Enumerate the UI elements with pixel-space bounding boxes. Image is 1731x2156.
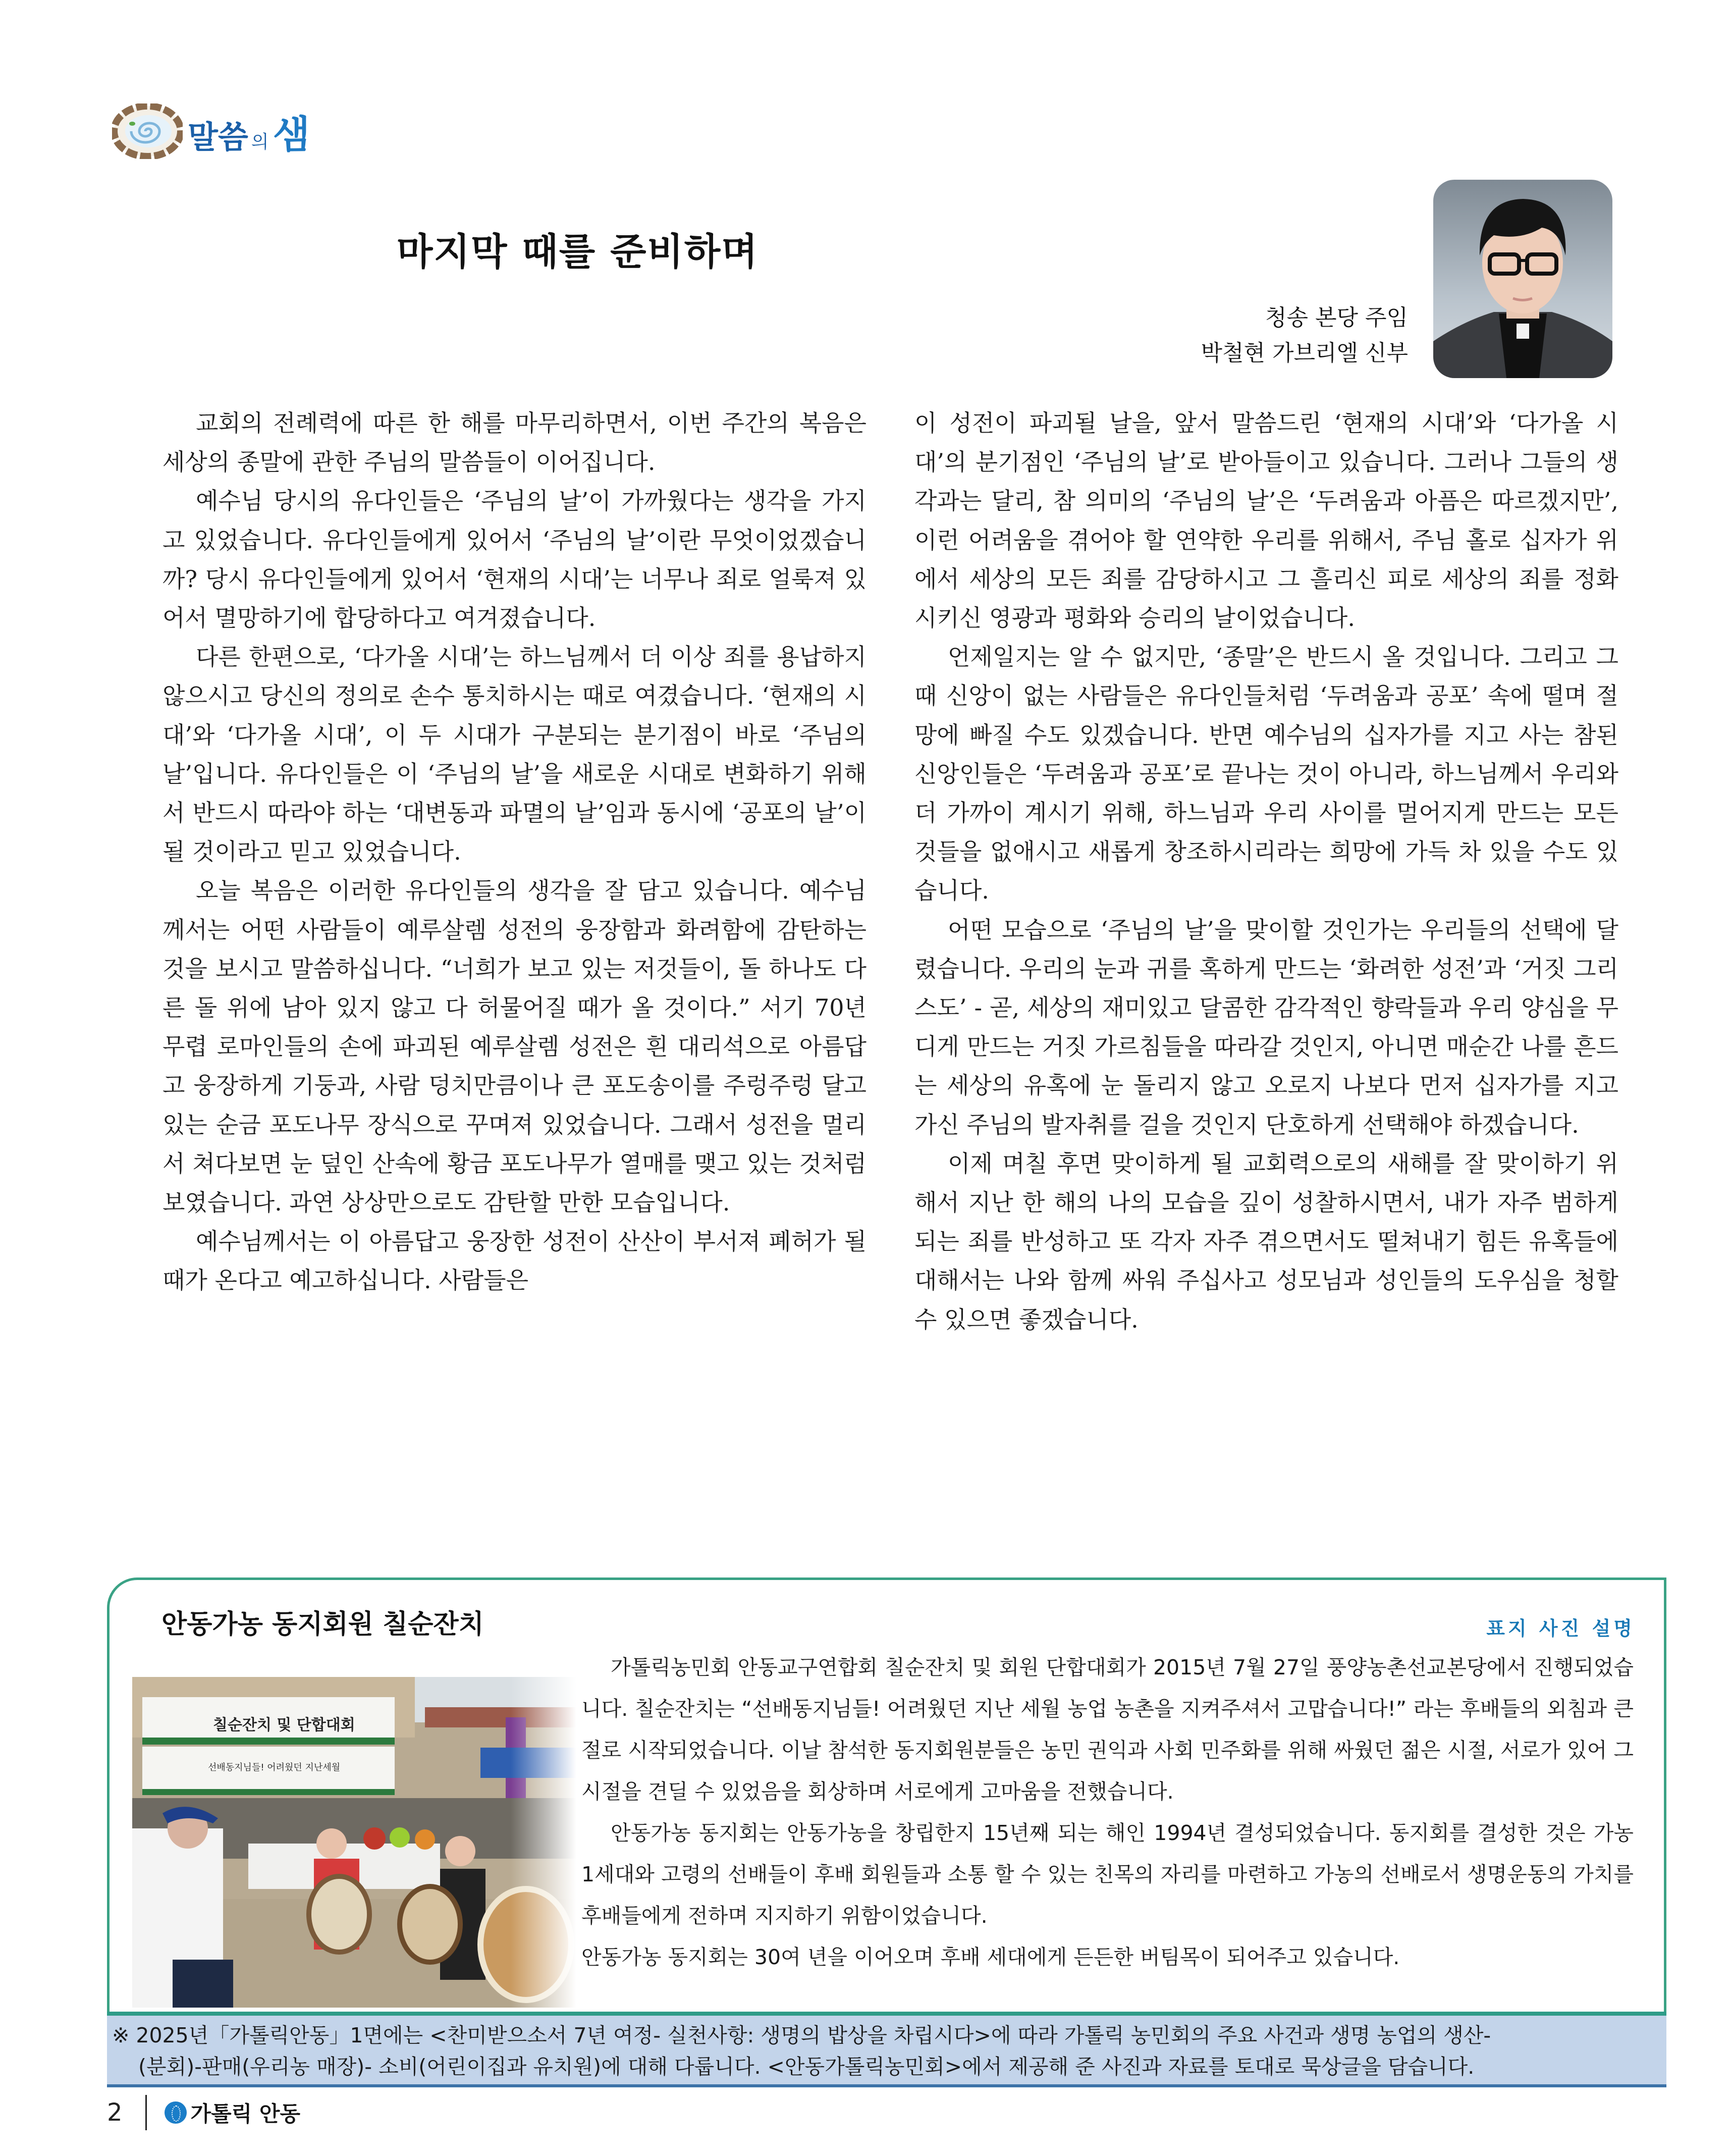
logo-word-1: 말씀 xyxy=(188,118,248,155)
cover-box-title: 안동가농 동지회원 칠순잔치 xyxy=(161,1609,484,1640)
article-paragraph: 오늘 복음은 이러한 유다인들의 생각을 잘 담고 있습니다. 예수님께서는 어떤 사람들이 예루살렘 성전의 웅장함과 화려함에 감탄하는 것을 보시고 말씀하십니다. “너희가 보고 있는 저것들이, 돌 하나도 다른 돌 위에 남아 있지 않고 다 허물어질 때가 올 것이다.” 서기 70년 무렵 로마인들의 손에 파괴된 예루살렘 성전은 흰 대리석으로 아름답고 웅장하게 기둥과, 사람 덩치만큼이나 큰 포도송이를 주렁주렁 달고 있는 순금 포도나무 장식으로 꾸며져 있었습니다. 그래서 성전을 멀리서 쳐다보면 눈 덮인 산속에 황금 포도나무가 열매를 맺고 있는 것처럼 보였습니다. 과연 상상만으로도 감탄할 만한 모습입니다. xyxy=(163,877,867,1217)
photo-banner-text: 칠순잔치 및 단합대회 xyxy=(213,1716,355,1734)
publication-logo-icon xyxy=(165,2101,187,2124)
article-column-left xyxy=(163,404,867,1300)
author-portrait xyxy=(1433,180,1612,378)
author-byline xyxy=(1201,300,1408,371)
editor-note-line-1: ※ 2025년「가톨릭안동」1면에는 <찬미받으소서 7년 여정- 실천사항: 생명의 밥상을 차립시다>에 따라 가톨릭 농민회의 주요 사건과 생명 농업의 생산- xyxy=(112,2023,1491,2047)
article-paragraph: 다른 한편으로, ‘다가올 시대’는 하느님께서 더 이상 죄를 용납하지 않으시고 당신의 정의로 손수 통치하시는 때로 여겼습니다. ‘현재의 시대’와 ‘다가올 시대’, 이 두 시대가 구분되는 분기점이 바로 ‘주님의 날’입니다. 유다인들은 이 ‘주님의 날’을 새로운 시대로 변화하기 위해서 반드시 따라야 하는 ‘대변동과 파멸의 날’임과 동시에 ‘공포의 날’이 될 것이라고 믿고 있었습니다. xyxy=(163,643,867,866)
spring-well-icon xyxy=(112,103,183,159)
editor-note xyxy=(107,2012,1666,2087)
article-paragraph: 이제 며칠 후면 맞이하게 될 교회력으로의 새해를 잘 맞이하기 위해서 지난 한 해의 나의 모습을 깊이 성찰하시면서, 내가 자주 범하게 되는 죄를 반성하고 또 각자 자주 겪으면서도 떨쳐내기 힘든 유혹들에 대해서는 나와 함께 싸워 주십사고 성모님과 성인들의 도우심을 청할 수 있으면 좋겠습니다. xyxy=(914,1149,1618,1333)
article-paragraph: 교회의 전례력에 따른 한 해를 마무리하면서, 이번 주간의 복음은 세상의 종말에 관한 주님의 말씀들이 이어집니다. xyxy=(163,409,867,476)
cover-box-text xyxy=(581,1647,1634,1978)
article-paragraph: 이 성전이 파괴될 날을, 앞서 말씀드린 ‘현재의 시대’와 ‘다가올 시대’의 분기점인 ‘주님의 날’로 받아들이고 있습니다. 그러나 그들의 생각과는 달리, 참 의미의 ‘주님의 날’은 ‘두려움과 아픔은 따르겠지만’, 이런 어려움을 겪어야 할 연약한 우리를 위해서, 주님 홀로 십자가 위에서 세상의 모든 죄를 감당하시고 그 흘리신 피로 세상의 죄를 정화 시키신 영광과 평화와 승리의 날이었습니다. xyxy=(914,409,1618,632)
footer-divider xyxy=(145,2095,147,2130)
logo-word-3: 샘 xyxy=(273,112,310,157)
article-paragraph: 언제일지는 알 수 없지만, ‘종말’은 반드시 올 것입니다. 그리고 그때 신앙이 없는 사람들은 유다인들처럼 ‘두려움과 공포’ 속에 떨며 절망에 빠질 수도 있겠습니다. 반면 예수님의 십자가를 지고 사는 참된 신앙인들은 ‘두려움과 공포’로 끝나는 것이 아니라, 하느님께서 우리와 더 가까이 계시기 위해, 하느님과 우리 사이를 멀어지게 만드는 모든 것들을 없애시고 새롭게 창조하시리라는 희망에 가득 차 있을 수도 있습니다. xyxy=(914,643,1618,905)
photo-banner-text-2: 선배동지님들! 어려웠던 지난세월 xyxy=(208,1762,341,1773)
article-paragraph: 예수님께서는 이 아름답고 웅장한 성전이 산산이 부서져 폐허가 될 때가 온다고 예고하십니다. 사람들은 xyxy=(163,1228,867,1294)
article-title: 마지막 때를 준비하며 xyxy=(397,230,759,274)
cover-photo xyxy=(132,1677,576,2008)
cover-paragraph: 가톨릭농민회 안동교구연합회 칠순잔치 및 회원 단합대회가 2015년 7월 27일 풍양농촌선교본당에서 진행되었습니다. 칠순잔치는 “선배동지님들! 어려웠던 지난 세월 농업 농촌을 지켜주셔서 고맙습니다!” 라는 후배들의 외침과 큰절로 시작되었습니다. 이날 참석한 동지회원분들은 농민 권익과 사회 민주화를 위해 싸웠던 젊은 시절, 서로가 있어 그 시절을 견딜 수 있었음을 회상하며 서로에게 고마움을 전했습니다. xyxy=(581,1655,1634,1804)
author-name: 박철현 가브리엘 신부 xyxy=(1201,340,1408,366)
publication-name: 가톨릭 안동 xyxy=(190,2101,301,2126)
photo-fade xyxy=(511,1677,576,2008)
article-paragraph: 어떤 모습으로 ‘주님의 날’을 맞이할 것인가는 우리들의 선택에 달렸습니다. 우리의 눈과 귀를 혹하게 만드는 ‘화려한 성전’과 ‘거짓 그리스도’ - 곧, 세상의 재미있고 달콤한 감각적인 향락들과 우리 양심을 무디게 만드는 거짓 가르침들을 따라갈 것인지, 아니면 매순간 나를 흔드는 세상의 유혹에 눈 돌리지 않고 오로지 나보다 먼저 십자가를 지고 가신 주님의 발자취를 걸을 것인지 단호하게 선택해야 하겠습니다. xyxy=(914,916,1618,1138)
section-logo xyxy=(112,103,310,159)
editor-note-line-2: (분회)-판매(우리농 매장)- 소비(어린이집과 유치원)에 대해 다룹니다. <안동가톨릭농민회>에서 제공해 준 사진과 자료를 토대로 묵상글을 담습니다. xyxy=(138,2055,1475,2079)
cover-paragraph: 안동가농 동지회는 안동가농을 창립한지 15년째 되는 해인 1994년 결성되었습니다. 동지회를 결성한 것은 가농 1세대와 고령의 선배들이 후배 회원들과 소통 할 수 있는 친목의 자리를 마련하고 가농의 선배로서 생명운동의 가치를 후배들에게 전하며 지지하기 위함이었습니다. xyxy=(581,1821,1634,1928)
author-role: 청송 본당 주임 xyxy=(1265,305,1408,331)
page-footer xyxy=(107,2095,300,2130)
cover-box-label: 표지 사진 설명 xyxy=(1486,1617,1635,1640)
logo-word-2: 의 xyxy=(251,131,269,152)
cover-paragraph: 안동가농 동지회는 30여 년을 이어오며 후배 세대에게 든든한 버팀목이 되어주고 있습니다. xyxy=(581,1945,1400,1969)
article-paragraph: 예수님 당시의 유다인들은 ‘주님의 날’이 가까웠다는 생각을 가지고 있었습니다. 유다인들에게 있어서 ‘주님의 날’이란 무엇이었겠습니까? 당시 유다인들에게 있어서 ‘현재의 시대’는 너무나 죄로 얼룩져 있어서 멸망하기에 합당하다고 여겨졌습니다. xyxy=(163,487,867,632)
section-logo-text xyxy=(188,104,310,159)
article-column-right xyxy=(914,404,1618,1339)
page-number: 2 xyxy=(107,2098,123,2127)
